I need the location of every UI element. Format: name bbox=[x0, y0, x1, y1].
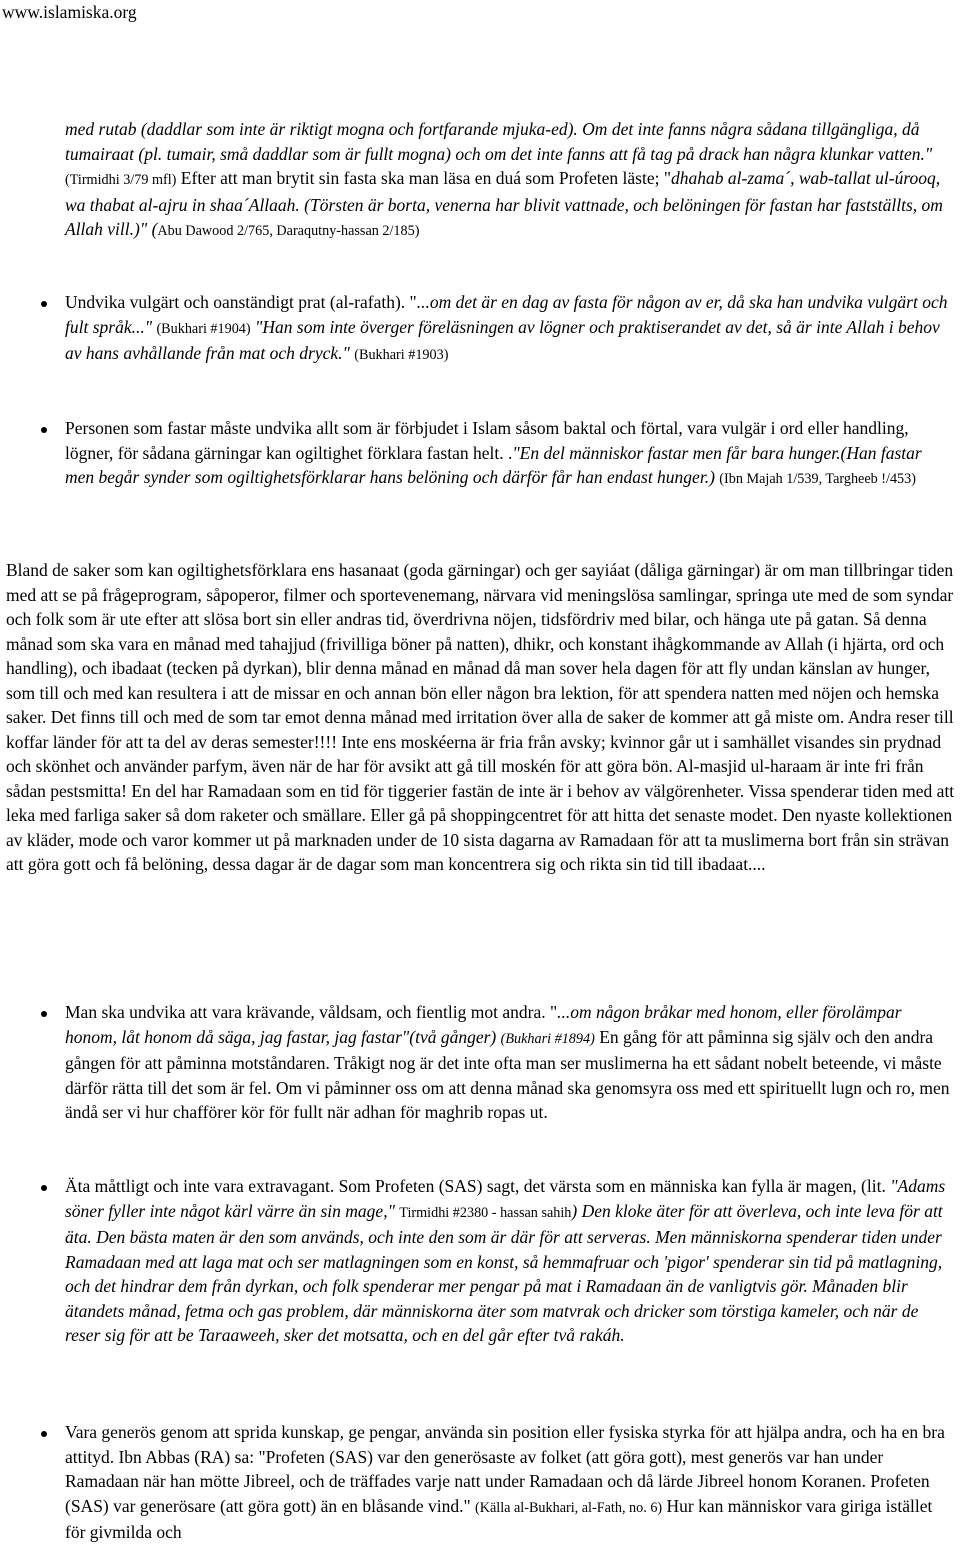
item-text: En gång för att påminna sig själv och den andra gången för att påminna motståndaren. Tråkigt nog är det inte ofta man ser muslimerna ha ett sådant nobelt beteende, vi måste därför rätta till det som är fel. Om vi påminner oss om att denna månad ska genomsyra oss med ett spirituellt lugn och ro, men ändå ser vi hur chafförer kör för fullt när adhan för maghrib ropas ut. bbox=[65, 1026, 950, 1122]
bullet-dot bbox=[41, 1185, 47, 1191]
item-citation: (Bukhari #1894) bbox=[500, 1030, 595, 1047]
item-text: ) Den kloke äter för att överleva, och inte leva för att äta. Den bästa maten är den som används, och inte den som är där för att serveras. Men människorna spenderar tiden under Ramadaan med att laga mat och ser matlagningen som en konst, så hemmafruar och 'pigor' spenderar sin tid på matlagning, och det hindrar dem från dyrkan, och folk spenderar mer pengar på mat i Ramadaan än de vanligtvis gör. Månaden blir ätandets månad, fetma och gas problem, där människorna äter som matvrak och dricker som törstiga kameler, och när de reser sig för att be Taraaweeh, sker det motsatta, och en del går efter två rakáh. bbox=[65, 1200, 943, 1345]
bullet-dot bbox=[41, 1431, 47, 1437]
list-item bbox=[65, 1174, 955, 1348]
item-text: Man ska undvika att vara krävande, våldsam, och fientlig mot andra. " bbox=[65, 1002, 558, 1022]
item-quote: ...om någon bråkar med honom, eller förolämpar honom, låt honom då säga, jag fastar, jag fastar"(två gånger) bbox=[65, 1002, 902, 1047]
list-item bbox=[65, 290, 955, 368]
site-url: www.islamiska.org bbox=[2, 2, 137, 22]
item-quote: "En del människor fastar men får bara hunger.(Han fastar men begår synder som ogiltighetsförklarar hans belöning och därför får han endast hunger.) bbox=[65, 442, 922, 487]
item-quote: "Han som inte överger föreläsningen av lögner och praktiserandet av det, så är inte Allah i behov av hans avhållande från mat och dryck." bbox=[65, 316, 940, 363]
list-item bbox=[65, 1000, 955, 1125]
bullet-dot bbox=[41, 427, 47, 433]
intro-text-2: Efter att man brytit sin fasta ska man läsa en duá som Profeten läste; " bbox=[180, 168, 671, 188]
bullet-dot bbox=[41, 301, 47, 307]
intro-citation-2: Abu Dawood 2/765, Daraqutny-hassan 2/185) bbox=[157, 223, 420, 239]
item-quote: ...om det är en dag av fasta för någon av er, då ska han undvika vulgärt och fult språk..." bbox=[65, 292, 948, 337]
bullet-dot bbox=[41, 1011, 47, 1017]
list-item bbox=[65, 416, 955, 492]
body-paragraph: Bland de saker som kan ogiltighetsförklara ens hasanaat (goda gärningar) och ger sayiáat (dåliga gärningar) är om man tillbringar tiden med att se på frågeprogram, såpoperor, filmer och sportevenemang, närvara vid meningslösa samlingar, springa ute med de som syndar och folk som är ute efter att slösa bort sin eller andras tid, överdrivna nöjen, tidsfördriv med bilar, och hänga ute på gatan. Så denna månad som ska vara en månad med tahajjud (frivilliga böner på natten), dhikr, och konstant ihågkommande av Allah (i hjärta, ord och handling), och ibadaat (tecken på dyrkan), blir denna månad en månad då man sover hela dagen för att fly undan känslan av hunger, som till och med kan resultera i att de missar en och annan bön eller någon bra lektion, för att spendera natten med nöjen och hemska saker. Det finns till och med de som tar emot denna månad med irritation över alla de saker de kommer att gå miste om. Andra reser till koffar länder för att ta del av deras semester!!!! Inte ens moskéerna är fria från avsky; kvinnor går ut i samhället visandes sin prydnad och skönhet och använder parfym, även när de har för avsikt att gå till moskén för att göra bön. Al-masjid ul-haraam är inte fri från sådan pestsmitta! En del har Ramadaan som en tid för tiggerier fastän de inte är i behov av välgörenheter. Vissa spenderar tiden med att leka med farliga saker så dom raketer och smällare. Eller gå på shoppingcentret för att hitta det senaste modet. Den nyaste kollektionen av kläder, mode och varor kommer ut på marknaden under de 10 sista dagarna av Ramadaan för att ta muslimerna bort från sin strävan att göra gott och få belöning, dessa dagar är de dagar som man koncentrera sig och rikta sin tid till ibadaat.... bbox=[6, 560, 955, 874]
intro-paragraph bbox=[65, 117, 955, 244]
intro-citation-1: (Tirmidhi 3/79 mfl) bbox=[65, 172, 177, 188]
item-citation: (Bukhari #1904) bbox=[156, 320, 251, 337]
item-citation: (Bukhari #1903) bbox=[354, 347, 449, 363]
intro-text-3: dhahab al-zama´, wab-tallat ul-úrooq, wa thabat al-ajru in shaa´Allaah. (Törsten är borta, venerna har blivit vattnade, och belöningen för fastan har fastställts, om Allah vill.)" ( bbox=[65, 168, 943, 239]
item-citation: (Källa al-Bukhari, al-Fath, no. 6) bbox=[475, 1499, 663, 1516]
item-citation: Tirmidhi #2380 - hassan sahih bbox=[399, 1204, 572, 1221]
list-item bbox=[65, 1420, 955, 1545]
item-text: Vara generös genom att sprida kunskap, ge pengar, använda sin position eller fysiska styrka för att hjälpa andra, och ha en bra attityd. Ibn Abbas (RA) sa: "Profeten (SAS) var den generösaste av folket (att göra gott), mest generös var han under Ramadaan när han mötte Jibreel, och de träffades varje natt under Ramadaan och då lärde Jibreel honom Koranen. Profeten (SAS) var generösare (att göra gott) än en blåsande vind." bbox=[65, 1422, 945, 1516]
item-text: Personen som fastar måste undvika allt som är förbjudet i Islam såsom baktal och förtal, vara vulgär i ord eller handling, lögner, för sådana gärningar kan ogiltighet förklara fastan helt. . bbox=[65, 418, 909, 463]
item-quote: "Adams söner fyller inte något kärl värre än sin mage," bbox=[65, 1176, 946, 1221]
item-citation: (Ibn Majah 1/539, Targheeb !/453) bbox=[719, 471, 916, 487]
item-text: Undvika vulgärt och oanständigt prat (al-rafath). " bbox=[65, 292, 417, 312]
item-text: Hur kan människor vara giriga istället för givmilda och bbox=[65, 1495, 933, 1542]
item-text: Äta måttligt och inte vara extravagant. Som Profeten (SAS) sagt, det värsta som en människa kan fylla är magen, (lit. bbox=[65, 1176, 886, 1196]
intro-text-1: med rutab (daddlar som inte är riktigt mogna och fortfarande mjuka-ed). Om det inte fanns några sådana tillgängliga, då tumairaat (pl. tumair, små daddlar som är fullt mogna) och om det inte fanns att få tag på drack han några klunkar vatten." bbox=[65, 119, 933, 164]
